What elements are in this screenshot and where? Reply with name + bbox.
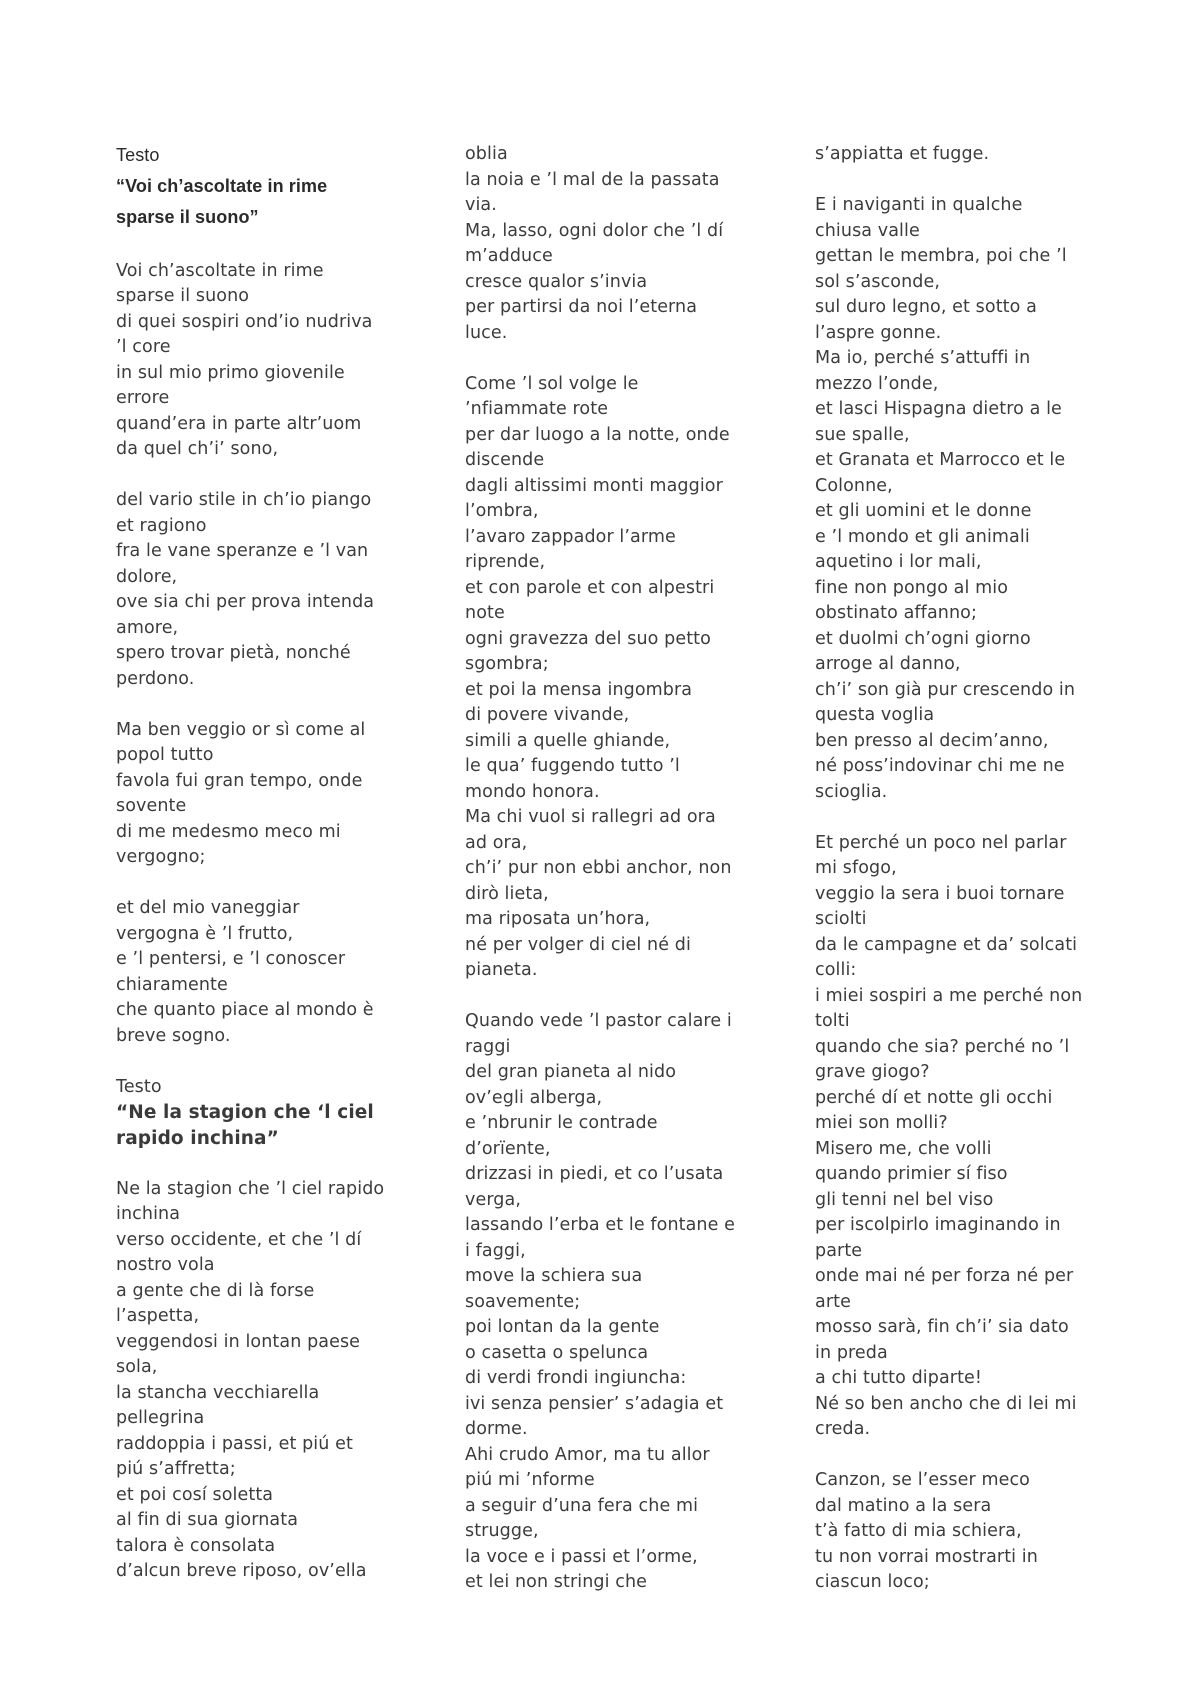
verse-line: et gli uomini et le donne: [815, 501, 1032, 521]
verse-line: a chi tutto diparte!: [815, 1368, 983, 1388]
verse-line: et lei non stringi che: [465, 1572, 648, 1592]
verse-line: et poi la mensa ingombra: [465, 679, 693, 700]
verse-line: ch’i’ son già pur crescendo in: [815, 679, 1076, 700]
verse-line: la voce e i passi et l’orme,: [465, 1546, 698, 1567]
poem2-title-line: rapido inchina”: [116, 1127, 279, 1149]
poem2-text-col1: [116, 1177, 416, 1585]
verse-line: Ma ben veggio or sì come al: [116, 719, 366, 740]
verse-line: Quando vede ’l pastor calare i: [465, 1011, 732, 1031]
verse-line: luce.: [465, 322, 508, 343]
verse-line: veggendosi in lontan paese: [116, 1331, 361, 1352]
verse-line: move la schiera sua: [465, 1266, 643, 1286]
verse-line: veggio la sera i buoi tornare: [815, 883, 1065, 904]
verse-line: verga,: [465, 1189, 522, 1210]
verse-line: grave giogo?: [815, 1062, 930, 1082]
verse-line: o casetta o spelunca: [465, 1342, 649, 1363]
verse-line: ma riposata un’hora,: [465, 909, 651, 929]
verse-line: onde mai né per forza né per: [815, 1266, 1074, 1286]
verse-line: tu non vorrai mostrarti in: [815, 1546, 1038, 1567]
verse-line: arte: [815, 1291, 851, 1312]
verse-line: fine non pongo al mio: [815, 577, 1009, 598]
verse-line: quando che sia? perché no ’l: [815, 1036, 1070, 1057]
verse-line: Et perché un poco nel parlar: [815, 832, 1067, 853]
verse-line: e ’l pentersi, e ’l conoscer: [116, 949, 346, 969]
verse-line: parte: [815, 1240, 863, 1261]
verse-line: sul duro legno, et sotto a: [815, 297, 1037, 317]
verse-line: raddoppia i passi, et piú et: [116, 1433, 353, 1454]
verse-line: raggi: [465, 1036, 511, 1057]
verse-line: del gran pianeta al nido: [465, 1062, 676, 1082]
verse-line: gli tenni nel bel viso: [815, 1189, 994, 1210]
poem1-title-line: sparse il suono”: [116, 207, 259, 227]
verse-line: piú mi ’nforme: [465, 1470, 595, 1490]
poem1-title-line: “Voi ch’ascoltate in rime: [116, 176, 328, 196]
verse-line: simili a quelle ghiande,: [465, 730, 671, 751]
stanza: [465, 142, 765, 346]
verse-line: le qua’ fuggendo tutto ’l: [465, 756, 680, 776]
verse-line: sgombra;: [465, 654, 549, 674]
verse-line: Ma chi vuol si rallegri ad ora: [465, 807, 716, 827]
verse-line: Canzon, se l’esser meco: [815, 1470, 1030, 1490]
verse-line: aquetino i lor mali,: [815, 552, 982, 572]
poem2-text-col3: [815, 142, 1115, 1596]
verse-line: favola fui gran tempo, onde: [116, 770, 363, 791]
verse-line: riprende,: [465, 552, 546, 572]
verse-line: mondo honora.: [465, 781, 600, 802]
verse-line: ogni gravezza del suo petto: [465, 628, 711, 649]
verse-line: da le campagne et da’ solcati: [815, 934, 1078, 955]
verse-line: amore,: [116, 617, 179, 638]
verse-line: di povere vivande,: [465, 705, 630, 725]
verse-line: ov’egli alberga,: [465, 1087, 603, 1108]
verse-line: et con parole et con alpestri: [465, 577, 715, 598]
stanza: [465, 372, 765, 984]
verse-line: ben presso al decim’anno,: [815, 730, 1049, 751]
verse-line: Ahi crudo Amor, ma tu allor: [465, 1444, 710, 1465]
verse-line: et del mio vaneggiar: [116, 898, 300, 918]
verse-line: oblia: [465, 144, 508, 164]
verse-line: quando primier sí fiso: [815, 1164, 1008, 1184]
verse-line: per partirsi da noi l’eterna: [465, 297, 698, 317]
verse-line: vergogna è ’l frutto,: [116, 923, 294, 944]
verse-line: di quei sospiri ond’io nudriva: [116, 311, 373, 332]
verse-line: e ’nbrunir le contrade: [465, 1113, 658, 1133]
verse-line: tolti: [815, 1011, 850, 1031]
verse-line: ivi senza pensier’ s’adagia et: [465, 1393, 724, 1414]
verse-line: strugge,: [465, 1521, 539, 1541]
verse-line: arroge al danno,: [815, 654, 961, 674]
verse-line: in sul mio primo giovenile: [116, 362, 345, 383]
verse-line: creda.: [815, 1419, 871, 1439]
verse-line: sovente: [116, 796, 187, 816]
verse-line: l’ombra,: [465, 501, 539, 521]
verse-line: piú s’affretta;: [116, 1459, 236, 1479]
verse-line: drizzasi in piedi, et co l’usata: [465, 1164, 724, 1184]
verse-line: Voi ch’ascoltate in rime: [116, 260, 324, 281]
verse-line: di me medesmo meco mi: [116, 821, 341, 842]
verse-line: che quanto piace al mondo è: [116, 1000, 374, 1020]
verse-line: note: [465, 603, 505, 623]
verse-line: di verdi frondi ingiuncha:: [465, 1368, 687, 1388]
verse-line: et poi cosí soletta: [116, 1484, 274, 1505]
verse-line: et duolmi ch’ogni giorno: [815, 628, 1031, 649]
verse-line: ’l core: [116, 337, 171, 357]
verse-line: errore: [116, 388, 170, 408]
verse-line: del vario stile in ch’io piango: [116, 490, 372, 510]
verse-line: dirò lieta,: [465, 883, 549, 904]
verse-line: a gente che di là forse: [116, 1280, 315, 1301]
verse-line: la stancha vecchiarella: [116, 1382, 320, 1403]
verse-line: mezzo l’onde,: [815, 373, 939, 394]
column-1: [116, 140, 416, 1585]
verse-line: pellegrina: [116, 1408, 205, 1428]
verse-line: per iscolpirlo imaginando in: [815, 1215, 1061, 1235]
verse-line: lassando l’erba et le fontane e: [465, 1215, 736, 1235]
verse-line: fra le vane speranze e ’l van: [116, 541, 369, 561]
verse-line: i miei sospiri a me perché non: [815, 985, 1083, 1006]
verse-line: via.: [465, 195, 497, 215]
verse-line: sparse il suono: [116, 286, 250, 306]
verse-line: et lasci Hispagna dietro a le: [815, 399, 1062, 419]
stanza: [116, 488, 416, 692]
verse-line: l’aspetta,: [116, 1306, 200, 1326]
verse-line: breve sogno.: [116, 1025, 231, 1046]
verse-line: talora è consolata: [116, 1535, 276, 1556]
verse-line: mi sfogo,: [815, 858, 897, 878]
verse-line: m’adduce: [465, 246, 553, 266]
stanza: [815, 1468, 1115, 1596]
verse-line: d’alcun breve riposo, ov’ella: [116, 1561, 367, 1581]
verse-line: sue spalle,: [815, 424, 910, 445]
verse-line: obstinato affanno;: [815, 603, 977, 623]
verse-line: dagli altissimi monti maggior: [465, 475, 723, 496]
verse-line: spero trovar pietà, nonché: [116, 643, 351, 663]
verse-line: da quel ch’i’ sono,: [116, 439, 279, 459]
verse-line: Ne la stagion che ’l ciel rapido: [116, 1178, 385, 1199]
verse-line: popol tutto: [116, 745, 214, 765]
stanza: [815, 193, 1115, 805]
verse-line: al fin di sua giornata: [116, 1510, 299, 1530]
poem1-label: Testo: [116, 145, 160, 165]
verse-line: poi lontan da la gente: [465, 1317, 660, 1337]
stanza: [116, 259, 416, 463]
verse-line: nostro vola: [116, 1255, 215, 1275]
verse-line: perché dí et notte gli occhi: [815, 1087, 1053, 1108]
verse-line: ove sia chi per prova intenda: [116, 592, 375, 612]
verse-line: Come ’l sol volge le: [465, 373, 639, 394]
stanza: [465, 1009, 765, 1596]
verse-line: soavemente;: [465, 1291, 581, 1312]
stanza: [116, 718, 416, 871]
verse-line: discende: [465, 450, 545, 470]
verse-line: ’nfiammate rote: [465, 399, 609, 419]
verse-line: l’aspre gonne.: [815, 322, 942, 343]
verse-line: colli:: [815, 960, 857, 980]
verse-line: né per volger di ciel né di: [465, 934, 691, 955]
verse-line: d’orïente,: [465, 1138, 551, 1159]
column-2: [465, 142, 765, 1596]
poem2-text-col2: [465, 142, 765, 1596]
verse-line: Ma, lasso, ogni dolor che ’l dí: [465, 220, 724, 241]
verse-line: et Granata et Marrocco et le: [815, 450, 1066, 470]
verse-line: e ’l mondo et gli animali: [815, 526, 1030, 547]
verse-line: la noia e ’l mal de la passata: [465, 169, 720, 190]
poem2-title-line: “Ne la stagion che ‘l ciel: [116, 1102, 374, 1123]
verse-line: né poss’indovinar chi me ne: [815, 756, 1065, 776]
verse-line: l’avaro zappador l’arme: [465, 526, 676, 547]
stanza: [815, 142, 1115, 168]
verse-line: scioglia.: [815, 781, 888, 802]
verse-line: ciascun loco;: [815, 1572, 930, 1592]
verse-line: sciolti: [815, 909, 867, 929]
stanza: [116, 896, 416, 1049]
verse-line: a seguir d’una fera che mi: [465, 1495, 699, 1516]
verse-line: Ma io, perché s’attuffi in: [815, 348, 1031, 368]
poem1-text: [116, 259, 416, 1075]
verse-line: dal matino a la sera: [815, 1495, 992, 1516]
verse-line: chiusa valle: [815, 220, 920, 241]
verse-line: miei son molli?: [815, 1113, 948, 1133]
verse-line: vergogno;: [116, 847, 206, 867]
verse-line: verso occidente, et che ’l dí: [116, 1229, 362, 1250]
verse-line: inchina: [116, 1204, 181, 1224]
verse-line: pianeta.: [465, 960, 538, 980]
verse-line: Né so ben ancho che di lei mi: [815, 1393, 1077, 1414]
verse-line: et ragiono: [116, 515, 207, 536]
verse-line: t’à fatto di mia schiera,: [815, 1521, 1022, 1541]
verse-line: in preda: [815, 1342, 888, 1363]
verse-line: cresce qualor s’invia: [465, 271, 648, 292]
verse-line: Misero me, che volli: [815, 1138, 992, 1159]
column-3: [815, 142, 1115, 1596]
verse-line: sol s’asconde,: [815, 271, 941, 292]
verse-line: ch’i’ pur non ebbi anchor, non: [465, 858, 732, 878]
verse-line: dorme.: [465, 1419, 528, 1439]
verse-line: i faggi,: [465, 1240, 526, 1261]
verse-line: quand’era in parte altr’uom: [116, 413, 362, 434]
stanza: [815, 831, 1115, 1443]
verse-line: s’appiatta et fugge.: [815, 144, 990, 164]
verse-line: sola,: [116, 1357, 158, 1377]
verse-line: dolore,: [116, 566, 178, 587]
verse-line: questa voglia: [815, 705, 935, 725]
verse-line: gettan le membra, poi che ’l: [815, 246, 1067, 266]
verse-line: E i naviganti in qualche: [815, 195, 1023, 215]
verse-line: perdono.: [116, 668, 195, 689]
verse-line: Colonne,: [815, 475, 893, 496]
verse-line: ad ora,: [465, 832, 528, 853]
poem2-label: Testo: [116, 1076, 162, 1097]
verse-line: chiaramente: [116, 974, 228, 995]
verse-line: mosso sarà, fin ch’i’ sia dato: [815, 1317, 1069, 1337]
verse-line: per dar luogo a la notte, onde: [465, 424, 730, 445]
